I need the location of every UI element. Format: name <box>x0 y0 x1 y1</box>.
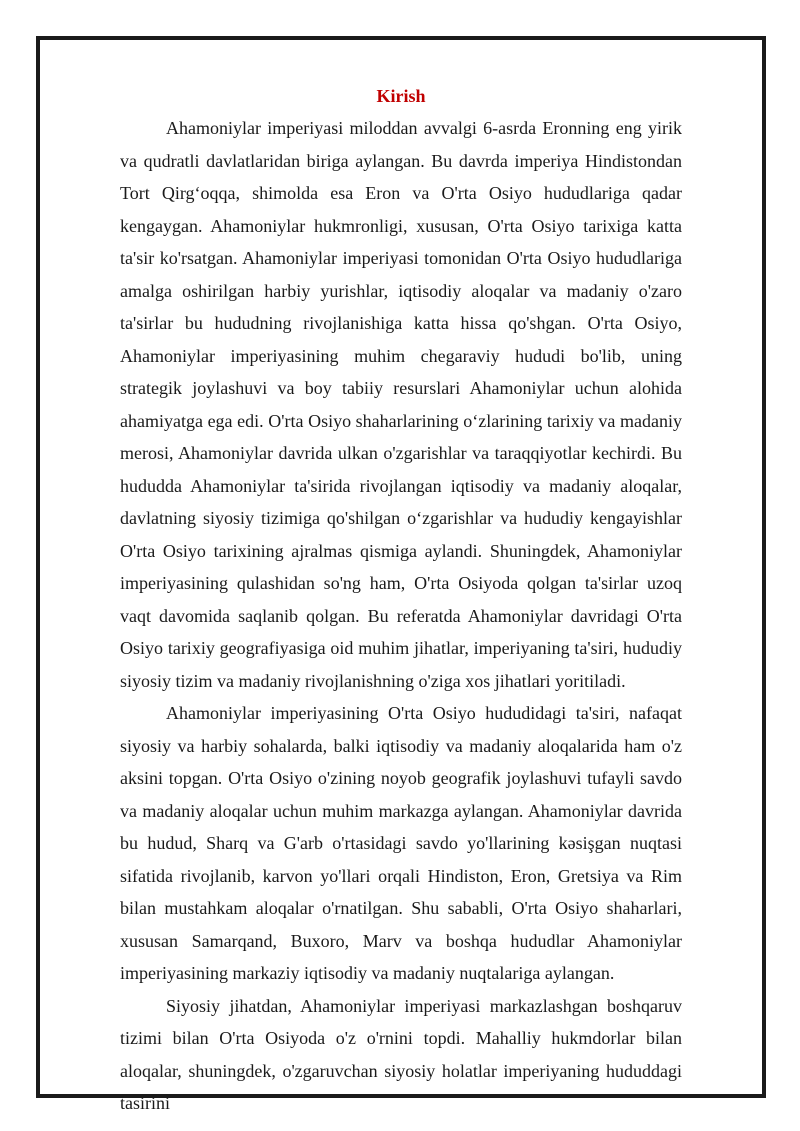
document-title: Kirish <box>376 86 426 106</box>
page-border <box>36 36 766 1113</box>
paragraph-2: Ahamoniylar imperiyasining O'rta Osiyo hududidagi ta'siri, nafaqat siyosiy va harbiy sohalarda, balki iqtisodiy va madaniy aloqalarida ham o'z aksini topgan. O'rta Osiyo o'zining noyob geografik joylashuvi tufayli savdo va madaniy aloqalar uchun muhim markazga aylangan. Ahamoniylar davrida bu hudud, Sharq va G'arb o'rtasidagi savdo yo'llarining kəsişgan nuqtasi sifatida rivojlanib, karvon yo'llari orqali Hindiston, Eron, Gretsiya va Rim bilan mustahkam aloqalar o'rnatilgan. Shu sababli, O'rta Osiyo shaharlari, xususan Samarqand, Buxoro, Marv va boshqa hududlar Ahamoniylar imperiyasining markaziy iqtisodiy va madaniy nuqtalariga aylangan. <box>120 703 682 983</box>
document-body <box>120 80 682 1120</box>
paragraph-3: Siyosiy jihatdan, Ahamoniylar imperiyasi markazlashgan boshqaruv tizimi bilan O'rta Osiyoda o'z o'rnini topdi. Mahalliy hukmdorlar bilan aloqalar, shuningdek, o'zgaruvchan siyosiy holatlar imperiyaning hududdagi tasirini <box>120 995 682 1113</box>
paragraph-1: Ahamoniylar imperiyasi miloddan avvalgi 6-asrda Eronning eng yirik va qudratli davlatlaridan biriga aylangan. Bu davrda imperiya Hindistondan Tort Qirg‘oqqa, shimolda esa Eron va O'rta Osiyo hududlariga qadar kengaygan. Ahamoniylar hukmronligi, xususan, O'rta Osiyo tarixiga katta ta'sir ko'rsatgan. Ahamoniylar imperiyasi tomonidan O'rta Osiyo hududlariga amalga oshirilgan harbiy yurishlar, iqtisodiy aloqalar va madaniy o'zaro ta'sirlar bu hududning rivojlanishiga katta hissa qo'shgan. O'rta Osiyo, Ahamoniylar imperiyasining muhim chegaraviy hududi bo'lib, uning strategik joylashuvi va boy tabiiy resurslari Ahamoniylar uchun alohida ahamiyatga ega edi. O'rta Osiyo shaharlarining o‘zlarining tarixiy va madaniy merosi, Ahamoniylar davrida ulkan o'zgarishlar va taraqqiyotlar kechirdi. Bu hududda Ahamoniylar ta'sirida rivojlangan iqtisodiy va madaniy aloqalar, davlatning siyosiy tizimiga qo'shilgan o‘zgarishlar va hududiy kengayishlar O'rta Osiyo tarixining ajralmas qismiga aylandi. Shuningdek, Ahamoniylar imperiyasining qulashidan so'ng ham, O'rta Osiyoda qolgan ta'sirlar uzoq vaqt davomida saqlanib qolgan. Bu referatda Ahamoniylar davridagi O'rta Osiyo tarixiy geografiyasiga oid muhim jihatlar, imperiyaning ta'siri, hududiy siyosiy tizim va madaniy rivojlanishning o'ziga xos jihatlari yoritiladi. <box>120 118 682 691</box>
